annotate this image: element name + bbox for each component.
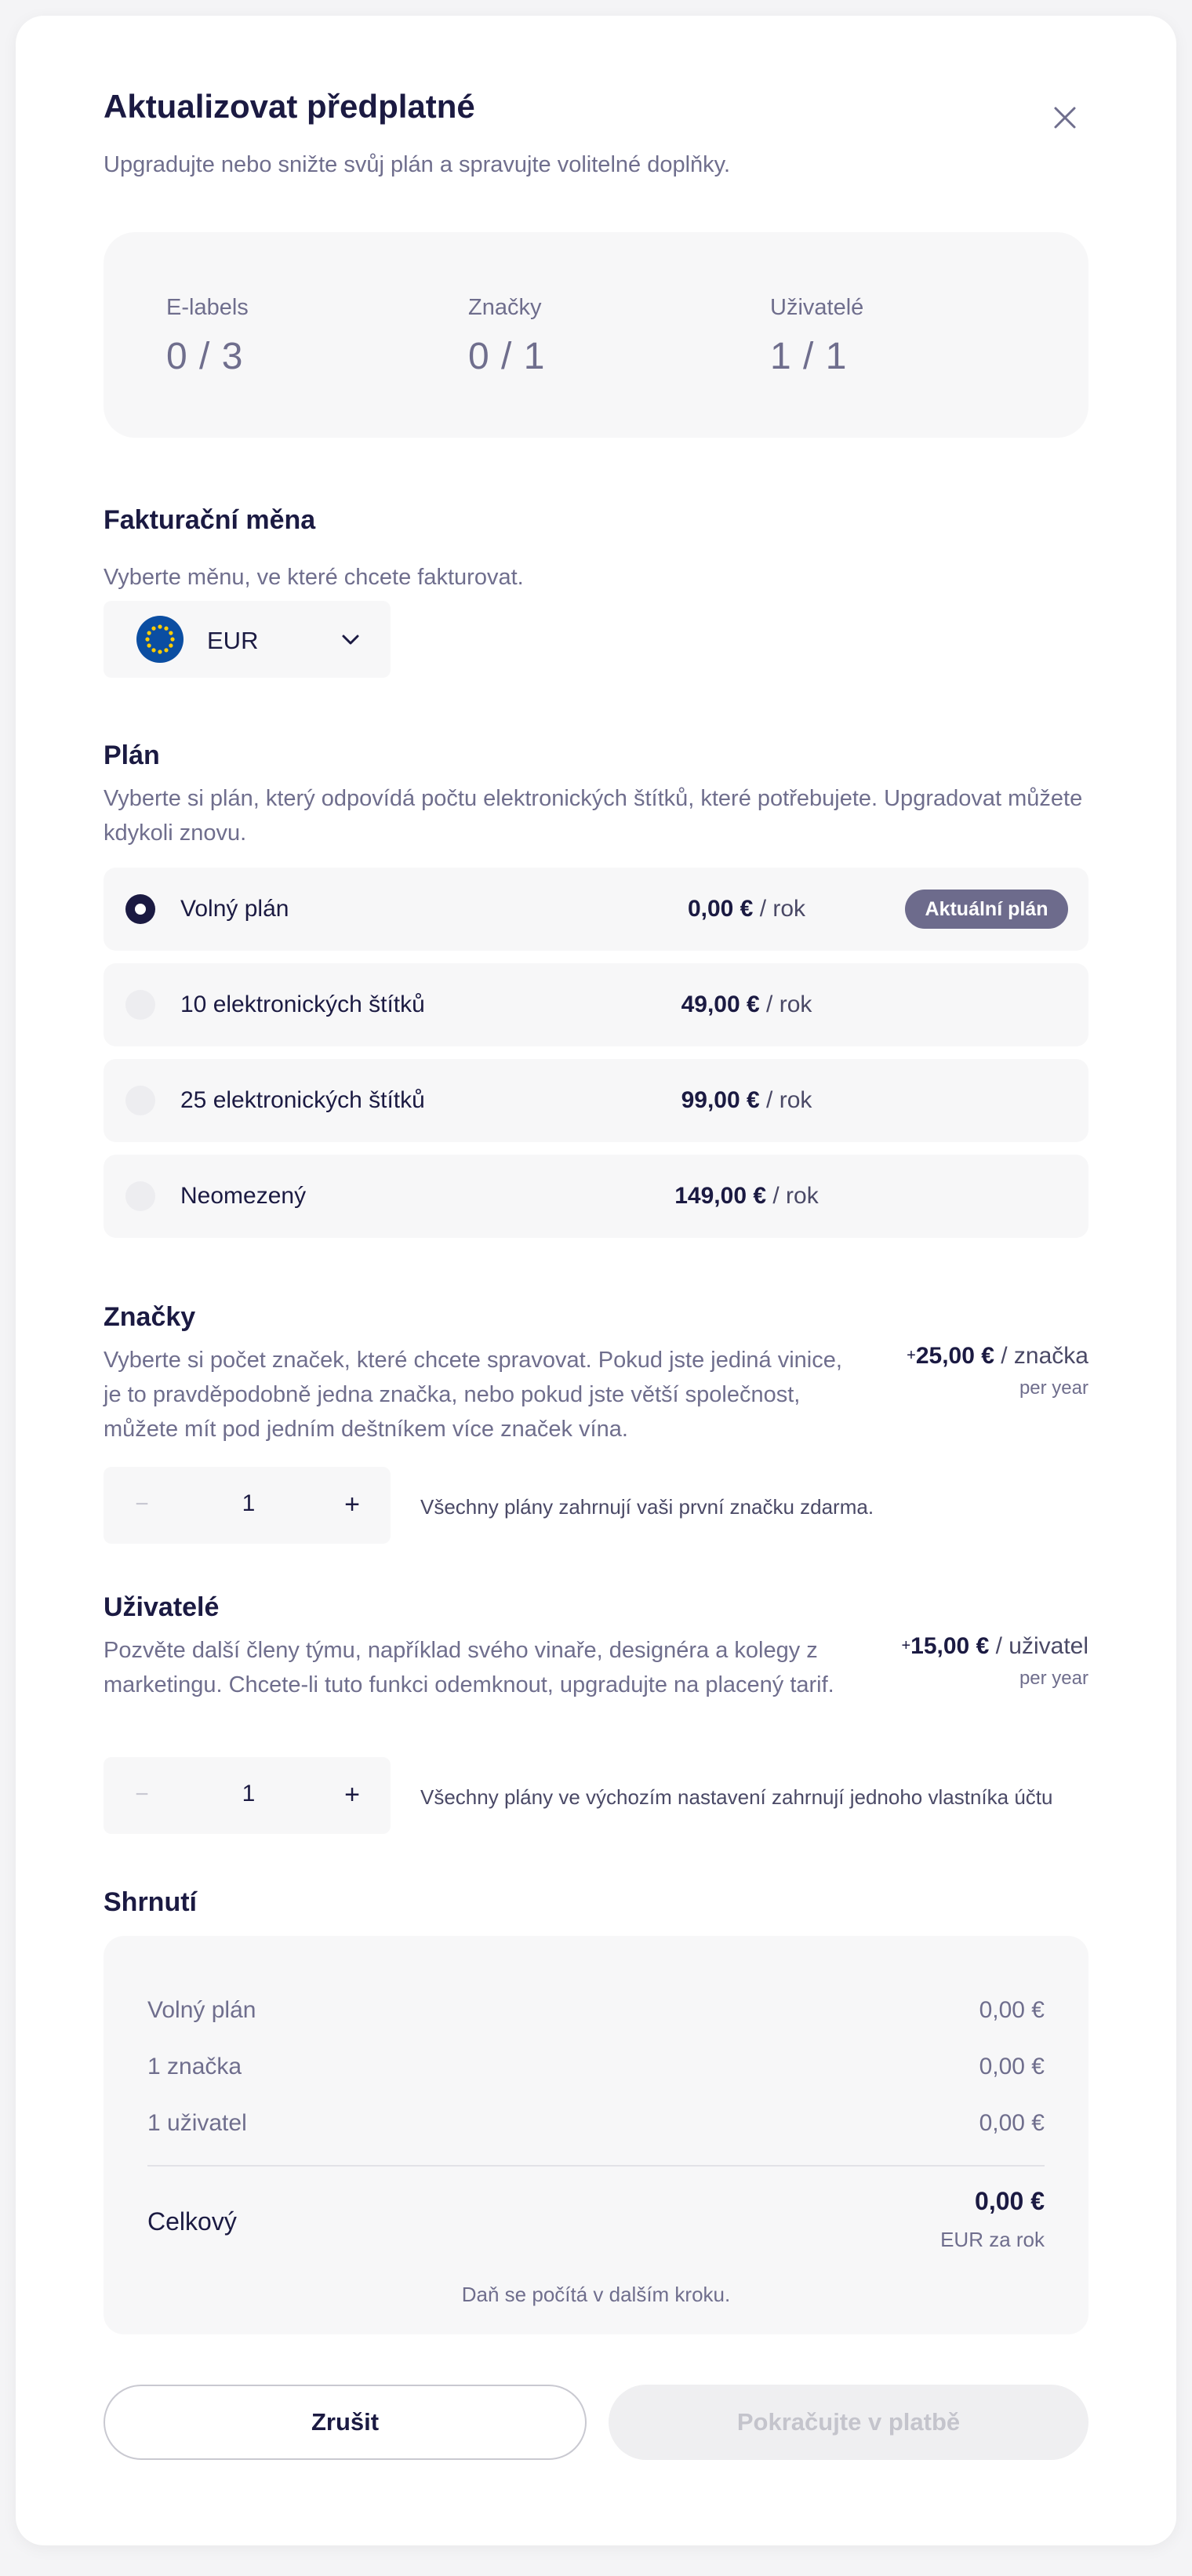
usage-panel bbox=[104, 232, 1088, 438]
chevron-down-icon bbox=[339, 628, 362, 652]
update-subscription-dialog bbox=[16, 16, 1176, 2545]
summary-row-value: 0,00 € bbox=[979, 2054, 1045, 2079]
summary-row bbox=[147, 2110, 1045, 2137]
usage-label: E-labels bbox=[166, 295, 249, 320]
summary-divider bbox=[147, 2165, 1045, 2167]
summary-row bbox=[147, 1997, 1045, 2024]
usage-label: Uživatelé bbox=[770, 295, 864, 320]
usage-brands bbox=[468, 295, 545, 378]
tax-note: Daň se počítá v dalším kroku. bbox=[461, 2283, 731, 2306]
plan-price: 99,00 € / rok bbox=[681, 1087, 812, 1113]
close-icon bbox=[1049, 102, 1081, 133]
billing-currency-heading: Fakturační měna bbox=[104, 505, 316, 535]
summary-row-value: 0,00 € bbox=[979, 1997, 1045, 2023]
summary-row-value: 0,00 € bbox=[979, 2110, 1045, 2136]
increment-button[interactable]: + bbox=[344, 1780, 360, 1810]
usage-label: Značky bbox=[468, 295, 542, 320]
plan-name: 25 elektronických štítků bbox=[180, 1087, 425, 1113]
increment-button[interactable]: + bbox=[344, 1490, 360, 1519]
plan-description: Vyberte si plán, který odpovídá počtu elektronických štítků, které potřebujete. Upgradovat můžete kdykoli znovu. bbox=[104, 786, 1083, 846]
brands-quantity-stepper[interactable] bbox=[104, 1467, 391, 1544]
plan-radio[interactable] bbox=[125, 990, 155, 1020]
dialog-subtitle: Upgradujte nebo snižte svůj plán a spravujte volitelné doplňky. bbox=[104, 152, 731, 177]
brands-description: Vyberte si počet značek, které chcete spravovat. Pokud jste jediná vinice, je to pravděpodobně jedna značka, nebo pokud jste větší společnost, můžete mít pod jedním deštníkem více značek vína. bbox=[104, 1348, 842, 1442]
plan-option-free[interactable] bbox=[104, 868, 1088, 951]
summary-panel bbox=[104, 1936, 1088, 2334]
total-unit: EUR za rok bbox=[940, 2228, 1045, 2251]
brands-note: Všechny plány zahrnují vaši první značku zdarma. bbox=[420, 1495, 874, 1519]
currency-select[interactable] bbox=[104, 601, 391, 678]
close-button[interactable] bbox=[1049, 102, 1081, 133]
current-plan-badge: Aktuální plán bbox=[905, 890, 1068, 929]
summary-row bbox=[147, 2054, 1045, 2080]
quantity-value[interactable]: 1 bbox=[242, 1490, 256, 1516]
brands-price: +25,00 € / značka per year bbox=[907, 1343, 1088, 1399]
billing-currency-description: Vyberte měnu, ve které chcete fakturovat. bbox=[104, 565, 524, 590]
decrement-button[interactable]: − bbox=[135, 1491, 149, 1517]
plan-heading: Plán bbox=[104, 740, 160, 770]
plan-name: 10 elektronických štítků bbox=[180, 991, 425, 1017]
usage-value: 1 / 1 bbox=[770, 336, 848, 377]
plan-price: 0,00 € / rok bbox=[687, 896, 806, 922]
continue-to-payment-button[interactable]: Pokračujte v platbě bbox=[609, 2385, 1088, 2460]
plan-radio[interactable] bbox=[125, 1181, 155, 1211]
plan-radio[interactable] bbox=[125, 1086, 155, 1115]
dialog-title: Aktualizovat předplatné bbox=[104, 88, 475, 125]
total-label: Celkový bbox=[147, 2207, 237, 2236]
plan-price: 49,00 € / rok bbox=[681, 991, 812, 1017]
usage-value: 0 / 1 bbox=[468, 336, 546, 377]
usage-users bbox=[770, 295, 863, 378]
plan-option-25[interactable] bbox=[104, 1059, 1088, 1142]
plan-radio[interactable] bbox=[125, 894, 155, 924]
plan-option-10[interactable] bbox=[104, 963, 1088, 1046]
decrement-button[interactable]: − bbox=[135, 1781, 149, 1807]
summary-row-label: 1 značka bbox=[147, 2054, 242, 2079]
eu-flag-icon bbox=[136, 616, 184, 663]
summary-row-label: Volný plán bbox=[147, 1997, 256, 2023]
users-description: Pozvěte další členy týmu, například svého vinaře, designéra a kolegy z marketingu. Chcete-li tuto funkci odemknout, upgradujte na placený tarif. bbox=[104, 1638, 834, 1697]
summary-heading: Shrnutí bbox=[104, 1887, 197, 1917]
users-quantity-stepper[interactable] bbox=[104, 1757, 391, 1834]
plan-name: Volný plán bbox=[180, 896, 289, 922]
usage-elabels bbox=[166, 295, 249, 378]
plan-option-unlimited[interactable] bbox=[104, 1155, 1088, 1238]
users-note: Všechny plány ve výchozím nastavení zahrnují jednoho vlastníka účtu bbox=[420, 1785, 1053, 1809]
quantity-value[interactable]: 1 bbox=[242, 1781, 256, 1806]
usage-value: 0 / 3 bbox=[166, 336, 244, 377]
total-value: 0,00 € bbox=[975, 2187, 1045, 2215]
currency-value: EUR bbox=[207, 627, 259, 654]
brands-heading: Značky bbox=[104, 1302, 196, 1332]
users-heading: Uživatelé bbox=[104, 1592, 220, 1622]
cancel-button[interactable]: Zrušit bbox=[104, 2385, 587, 2460]
users-price: +15,00 € / uživatel per year bbox=[901, 1633, 1088, 1689]
summary-row-label: 1 uživatel bbox=[147, 2110, 247, 2136]
plan-name: Neomezený bbox=[180, 1183, 307, 1209]
plan-price: 149,00 € / rok bbox=[674, 1183, 819, 1209]
